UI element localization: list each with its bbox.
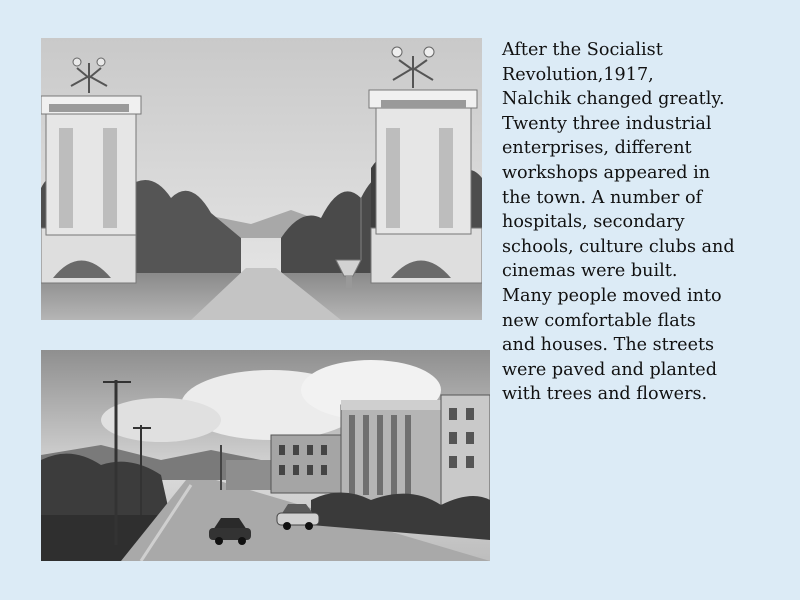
history-text: After the Socialist Revolution,1917, Nalchik changed greatly. Twenty three industrial enterprises, different workshops appeared in the town. A number of hospitals, secondary schools, culture clubs and cinemas were built. Many people moved into new comfortable flats and houses. The streets were paved and planted with trees and flowers. (502, 40, 735, 405)
street-image (41, 350, 490, 561)
building-columns (341, 395, 490, 505)
park-gate-image (41, 38, 482, 320)
photo-park-gate (41, 38, 482, 320)
photo-street (41, 350, 490, 561)
